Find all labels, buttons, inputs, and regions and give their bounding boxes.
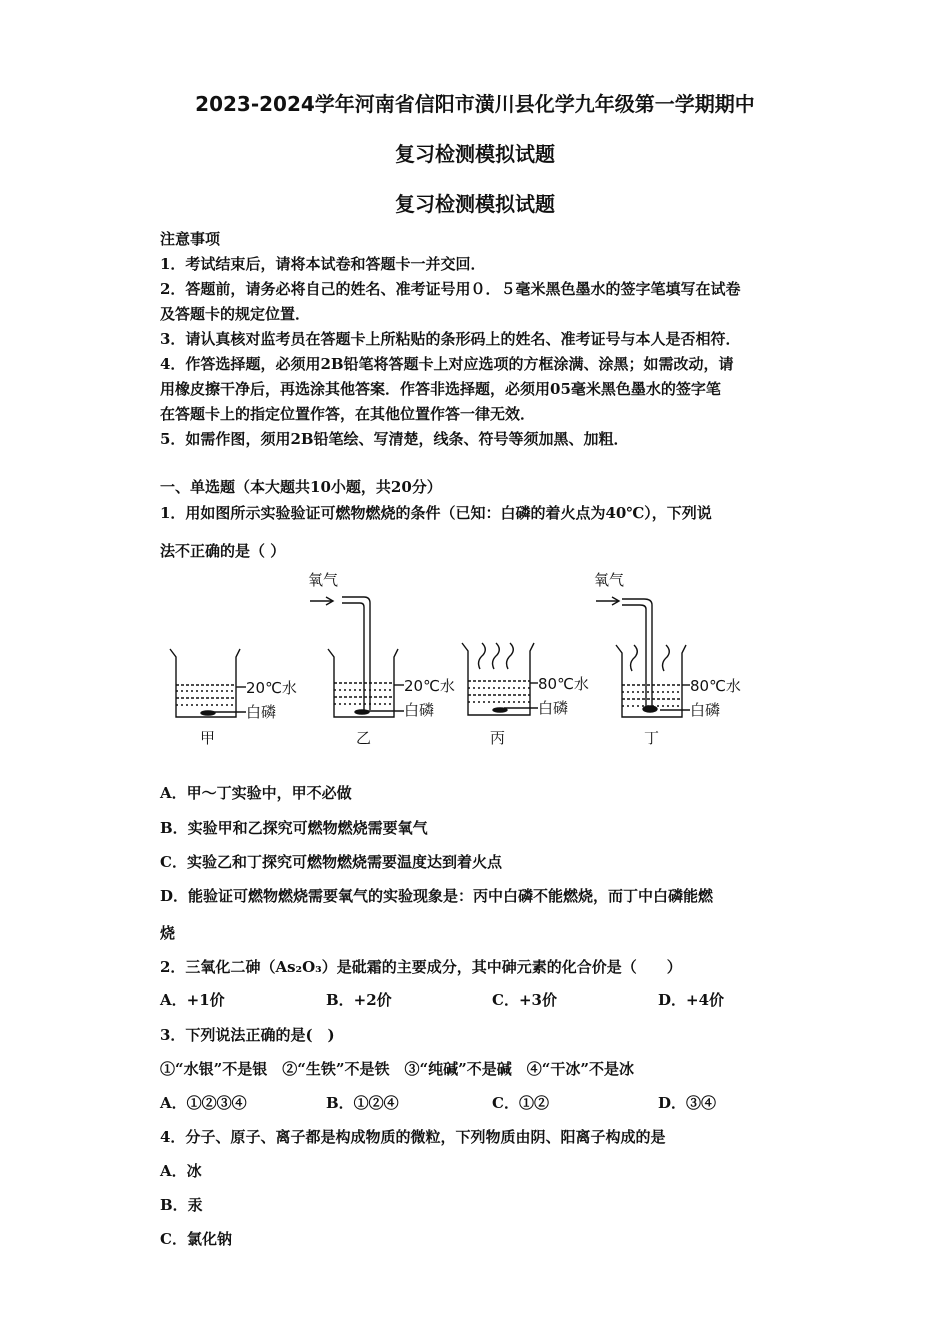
beaker-bing <box>462 643 538 715</box>
option-a: A．甲～丁实验中，甲不必做 <box>160 784 352 802</box>
question-1-stem-cont: 法不正确的是（ ） <box>160 542 286 560</box>
oxygen-label: 氧气 <box>308 571 339 589</box>
option-c: C．+3价 <box>492 991 557 1009</box>
beaker-caption: 乙 <box>356 729 372 747</box>
note-line: 2．答题前，请务必将自己的姓名、准考证号用０．５毫米黑色墨水的签字笔填写在试卷 <box>160 280 741 298</box>
note-line: 在答题卡上的指定位置作答，在其他位置作答一律无效． <box>160 405 536 423</box>
section-heading: 一、单选题（本大题共10小题，共20分） <box>160 478 442 496</box>
beaker-ding <box>596 597 690 717</box>
water-label: 80℃水 <box>538 675 589 693</box>
option-b: B．汞 <box>160 1196 203 1214</box>
option-d: D．能验证可燃物燃烧需要氧气的实验现象是：丙中白磷不能燃烧，而丁中白磷能燃 <box>160 887 714 905</box>
option-b: B．实验甲和乙探究可燃物燃烧需要氧气 <box>160 819 428 837</box>
page-subtitle: 复习检测模拟试题 <box>395 192 555 216</box>
beaker-caption: 甲 <box>200 729 216 747</box>
water-label: 20℃水 <box>404 677 455 695</box>
question-4-stem: 4．分子、原子、离子都是构成物质的微粒，下列物质由阴、阳离子构成的是 <box>160 1128 666 1146</box>
note-line: 4．作答选择题，必须用2B铅笔将答题卡上对应选项的方框涂满、涂黑；如需改动，请 <box>160 355 734 373</box>
beaker-yi <box>310 597 404 717</box>
option-d: D．③④ <box>658 1094 717 1112</box>
option-a: A．①②③④ <box>160 1094 247 1112</box>
notes-heading: 注意事项 <box>160 230 221 248</box>
phosphorus-label: 白磷 <box>538 699 569 717</box>
question-2-stem: 2．三氧化二砷（As₂O₃）是砒霜的主要成分，其中砷元素的化合价是（ ） <box>160 958 682 976</box>
option-c: C．实验乙和丁探究可燃物燃烧需要温度达到着火点 <box>160 853 502 871</box>
phosphorus-label: 白磷 <box>690 701 721 719</box>
option-b: B．+2价 <box>326 991 392 1009</box>
beaker-jia <box>170 649 246 717</box>
question-1-stem: 1．用如图所示实验验证可燃物燃烧的条件（已知：白磷的着火点为40℃），下列说 <box>160 504 712 522</box>
note-line: 及答题卡的规定位置． <box>160 305 311 323</box>
phosphorus-label: 白磷 <box>404 701 435 719</box>
beaker-caption: 丙 <box>490 729 506 747</box>
note-line: 用橡皮擦干净后，再选涂其他答案．作答非选择题，必须用05毫米黑色墨水的签字笔 <box>160 380 721 398</box>
question-3-statements: ①“水银”不是银 ②“生铁”不是铁 ③“纯碱”不是碱 ④“干冰”不是冰 <box>160 1060 635 1078</box>
water-label: 20℃水 <box>246 679 297 697</box>
option-b: B．①②④ <box>326 1094 399 1112</box>
page-title-line1: 2023-2024学年河南省信阳市潢川县化学九年级第一学期期中 <box>195 92 755 116</box>
option-c: C．氯化钠 <box>160 1230 232 1248</box>
option-a: A．冰 <box>160 1162 202 1180</box>
note-line: 3．请认真核对监考员在答题卡上所粘贴的条形码上的姓名、准考证号与本人是否相符． <box>160 330 741 348</box>
water-label: 80℃水 <box>690 677 741 695</box>
note-line: 1．考试结束后，请将本试卷和答题卡一并交回． <box>160 255 486 273</box>
beaker-caption: 丁 <box>644 729 660 747</box>
question-3-stem: 3．下列说法正确的是( ) <box>160 1026 335 1044</box>
page-title-line2: 复习检测模拟试题 <box>395 142 555 166</box>
option-a: A．+1价 <box>160 991 225 1009</box>
note-line: 5．如需作图，须用2B铅笔绘、写清楚，线条、符号等须加黑、加粗． <box>160 430 629 448</box>
option-c: C．①② <box>492 1094 549 1112</box>
option-d: D．+4价 <box>658 991 725 1009</box>
experiment-figure <box>150 565 750 750</box>
phosphorus-label: 白磷 <box>246 703 277 721</box>
option-d-cont: 烧 <box>160 924 176 942</box>
oxygen-label: 氧气 <box>594 571 625 589</box>
